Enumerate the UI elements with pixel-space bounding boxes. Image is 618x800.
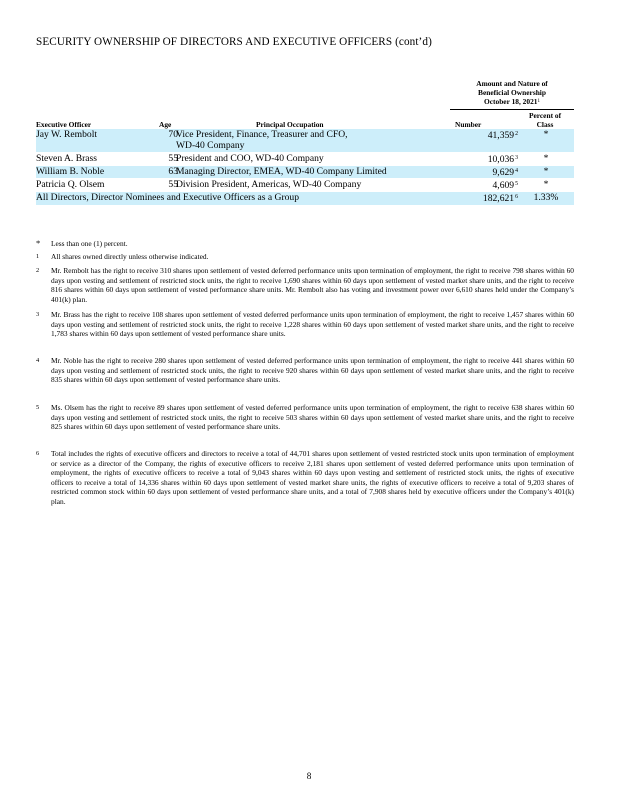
footnote-text: Ms. Olsem has the right to receive 89 shares upon settlement of vested deferred performance units upon termination of employment, the right to receive 638 shares within 60 days upon vesting and settlement of restricted stock units, the right to receive 503 shares within 60 days upon settlement of vested market share units, and the right to receive 825 shares within 60 days upon settlement of vested performance share units. bbox=[51, 403, 574, 431]
footnote-text: All shares owned directly unless otherwise indicated. bbox=[51, 252, 209, 261]
percent-of-class: * bbox=[543, 153, 549, 164]
footnote-item bbox=[36, 239, 574, 249]
table-row-group-total bbox=[36, 192, 574, 205]
column-header-age: Age bbox=[159, 120, 172, 129]
table-row bbox=[36, 166, 574, 178]
officer-occupation: Division President, Americas, WD-40 Company bbox=[176, 179, 362, 190]
footnote-mark: 6 bbox=[36, 450, 40, 457]
share-number-value: 41,359 bbox=[487, 130, 515, 141]
footnote-mark: 5 bbox=[36, 404, 40, 411]
column-header-executive-officer: Executive Officer bbox=[36, 120, 92, 129]
officer-age: 55 bbox=[168, 153, 178, 164]
footnote-text: Less than one (1) percent. bbox=[51, 239, 128, 248]
officer-age: 55 bbox=[168, 179, 178, 190]
share-number-value: 10,036 bbox=[487, 154, 515, 165]
share-number bbox=[450, 166, 518, 178]
officer-occupation: President and COO, WD-40 Company bbox=[176, 153, 324, 164]
group-header-line3 bbox=[450, 98, 574, 107]
occupation-line1: Vice President, Finance, Treasurer and CFO, bbox=[176, 129, 348, 140]
column-header-principal-occupation: Principal Occupation bbox=[256, 120, 324, 129]
footnote-item bbox=[36, 252, 574, 262]
group-header-footnote-mark: 1 bbox=[537, 98, 540, 104]
footnote-text: Mr. Brass has the right to receive 108 shares upon settlement of vested deferred performance units upon termination of employment, the right to receive 1,457 shares within 60 days upon vesting and settlement of restricted stock units, the right to receive 1,228 shares within 60 days upon settlement of vested market share units, and the right to receive 1,783 shares within 60 days upon settlement of vested performance share units. bbox=[51, 310, 574, 338]
footnote-item bbox=[36, 266, 574, 304]
footnote-ref: 5 bbox=[515, 181, 518, 187]
share-number-value: 9,629 bbox=[492, 167, 515, 178]
officer-name: William B. Noble bbox=[36, 166, 105, 177]
footnote-ref: 6 bbox=[515, 194, 518, 200]
footnote-mark: 4 bbox=[36, 357, 40, 364]
share-number-value: 182,621 bbox=[482, 193, 515, 204]
footnote-item bbox=[36, 403, 574, 432]
share-number bbox=[450, 129, 518, 141]
percent-of-class: 1.33% bbox=[533, 192, 559, 203]
group-total-label: All Directors, Director Nominees and Executive Officers as a Group bbox=[36, 192, 300, 203]
footnote-ref: 2 bbox=[515, 131, 518, 137]
footnote-ref: 4 bbox=[515, 168, 518, 174]
ownership-group-header bbox=[450, 80, 574, 110]
column-header-percent-of-class: Percent of Class bbox=[523, 112, 567, 130]
footnote-item bbox=[36, 356, 574, 385]
table-row bbox=[36, 179, 574, 191]
footnote-item bbox=[36, 449, 574, 506]
footnote-mark: * bbox=[36, 237, 41, 248]
occupation-line2: WD-40 Company bbox=[176, 140, 245, 152]
table-row bbox=[36, 129, 574, 152]
officer-name: Steven A. Brass bbox=[36, 153, 98, 164]
percent-of-class: * bbox=[543, 166, 549, 177]
officer-age: 70 bbox=[168, 129, 178, 140]
officer-occupation bbox=[176, 129, 348, 151]
share-number-value: 4,609 bbox=[492, 180, 515, 191]
share-number bbox=[450, 153, 518, 165]
percent-of-class: * bbox=[543, 179, 549, 190]
share-number bbox=[450, 192, 518, 204]
footnote-mark: 3 bbox=[36, 311, 40, 318]
group-header-line2: Beneficial Ownership bbox=[478, 87, 546, 97]
column-header-number: Number bbox=[455, 120, 482, 129]
officer-age: 63 bbox=[168, 166, 178, 177]
percent-of-class: * bbox=[543, 129, 549, 140]
footnote-text: Mr. Noble has the right to receive 280 shares upon settlement of vested deferred performance units upon termination of employment, the right to receive 441 shares within 60 days upon vesting and settlement of restricted stock units, the right to receive 920 shares within 60 days upon settlement of vested market share units, and the right to receive 835 shares within 60 days upon settlement of vested performance share units. bbox=[51, 356, 574, 384]
footnote-item bbox=[36, 310, 574, 339]
group-header-date: October 18, 2021 bbox=[484, 96, 538, 106]
table-row bbox=[36, 153, 574, 165]
page-title: SECURITY OWNERSHIP OF DIRECTORS AND EXECUTIVE OFFICERS (cont’d) bbox=[36, 36, 432, 48]
footnote-mark: 2 bbox=[36, 267, 40, 274]
page-number: 8 bbox=[306, 771, 312, 781]
footnote-text: Mr. Rembolt has the right to receive 310 shares upon settlement of vested deferred performance units upon termination of employment, the right to receive 798 shares within 60 days upon vesting and settlement of restricted stock units, the right to receive 1,690 shares within 60 days upon settlement of vested market share units, and the right to receive 816 shares within 60 days upon settlement of vested performance share units. Mr. Rembolt also has voting and investment power over 6,610 shares held under the Company’s 401(k) plan. bbox=[51, 266, 574, 304]
officer-name: Patricia Q. Olsem bbox=[36, 179, 105, 190]
footnote-text: Total includes the rights of executive officers and directors to receive a total of 44,701 shares upon settlement of vested restricted stock units upon termination of employment or service as a director of the Company, the rights of executive officers to receive 2,181 shares upon settlement of vested deferred performance units upon termination of employment, the rights of executive officers to receive a total of 9,043 shares within 60 days upon vesting and settlement of restricted stock units, the rights of executive officers to receive a total of 14,336 shares within 60 days upon settlement of vested market share units, the rights of executive officers to receive a total of 9,203 shares of restricted common stock within 60 days upon settlement of vested performance share units, and a total of 7,908 shares held by executive officers under the Company’s 401(k) plan. bbox=[51, 449, 574, 506]
officer-occupation: Managing Director, EMEA, WD-40 Company Limited bbox=[176, 166, 387, 177]
share-number bbox=[450, 179, 518, 191]
officer-name: Jay W. Rembolt bbox=[36, 129, 98, 140]
footnote-ref: 3 bbox=[515, 155, 518, 161]
footnote-mark: 1 bbox=[36, 253, 40, 260]
group-header-line1: Amount and Nature of bbox=[476, 79, 548, 88]
